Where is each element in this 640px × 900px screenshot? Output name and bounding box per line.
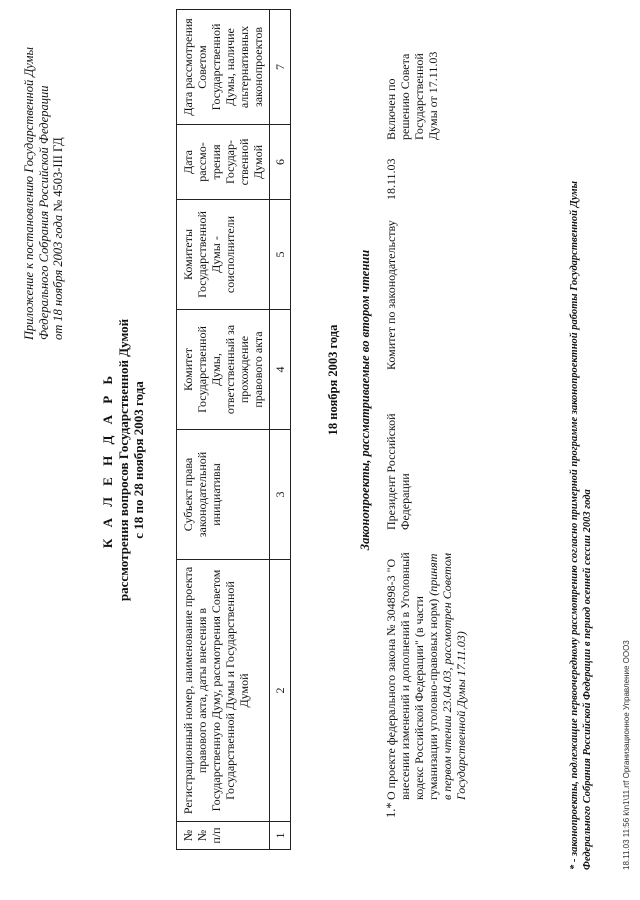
header-cell-bill: Регистрационный номер, наименование проекта правового акта, даты внесения в Государственную Думу, рассмотрения Советом Государственной Думы и Государственной Думой bbox=[177, 560, 270, 822]
column-number: 7 bbox=[270, 10, 291, 125]
footnote-line-2: Федерального Собрания Российской Федерации в период осенней сессии 2003 года bbox=[582, 489, 593, 870]
title-word: К А Л Е Н Д А Р Ь bbox=[100, 371, 115, 549]
column-number: 6 bbox=[270, 125, 291, 200]
annex-note bbox=[22, 20, 66, 340]
column-number: 5 bbox=[270, 200, 291, 310]
committee-cell: Комитет по законодательству bbox=[384, 220, 398, 370]
annex-line-2: Федерального Собрания Российской Федерации bbox=[36, 85, 51, 340]
footnote-line-1: * - законопроекты, подлежащие первоочередному рассмотрению согласно примерной программе законопроектной работы Государственной Думы bbox=[569, 181, 580, 870]
header-cell-number: №№ п/п bbox=[177, 822, 270, 850]
header-cell-initiator: Субъект права законодательной инициативы bbox=[177, 430, 270, 560]
document-title bbox=[100, 280, 147, 640]
duma-date-cell: 18.11.03 bbox=[384, 158, 398, 200]
calendar-table bbox=[176, 9, 291, 850]
annex-date: от 18 ноября 2003 года bbox=[51, 214, 65, 340]
title-line-3: с 18 по 28 ноября 2003 года bbox=[131, 381, 146, 539]
bill-description bbox=[384, 550, 468, 800]
annex-line-1: Приложение к постановлению Государственной Думы bbox=[22, 47, 36, 340]
section-heading: Законопроекты, рассматриваемые во втором чтении bbox=[358, 249, 372, 551]
annex-line-3 bbox=[51, 20, 66, 340]
footnote bbox=[568, 20, 594, 870]
title-line-2: рассмотрения вопросов Государственной Думой bbox=[115, 318, 131, 602]
initiator-cell: Президент Российской Федерации bbox=[384, 413, 412, 530]
bill-title: О проекте федерального закона № 304898-3 "О внесении изменений и дополнений в Уголовный кодекс Российской Федерации" (в части гуманизации уголовно-правовых норм) bbox=[384, 552, 440, 800]
resolution-number: № 4503-III ГД bbox=[51, 137, 65, 212]
column-number: 1 bbox=[270, 822, 291, 850]
date-heading: 18 ноября 2003 года bbox=[326, 324, 340, 436]
header-cell-duma-date: Дата рассмо-трения Государ-ственной Думой bbox=[177, 125, 270, 200]
table-header-row bbox=[177, 10, 270, 850]
header-cell-co-committees: Комитеты Государственной Думы - соисполнители bbox=[177, 200, 270, 310]
column-number: 4 bbox=[270, 310, 291, 430]
table-number-row bbox=[270, 10, 291, 850]
header-cell-committee: Комитет Государственной Думы, ответственный за прохождение правового акта bbox=[177, 310, 270, 430]
column-number: 2 bbox=[270, 560, 291, 822]
council-decision-cell: Включен по решению Совета Государственной Думы от 17.11.03 bbox=[384, 51, 440, 140]
bill-status-note: (принят в первом чтении 23.04.03, рассмотрен Советом Государственной Думы 17.11.03) bbox=[426, 552, 468, 800]
system-print-line: 18.11.03 11:56 k\n1\11.rtf Организационное Управление ООО3 bbox=[622, 640, 631, 870]
row-number: 1.* bbox=[384, 802, 398, 818]
column-number: 3 bbox=[270, 430, 291, 560]
header-cell-council-date: Дата рассмотрения Советом Государственной Думы, наличие альтернативных законопроектов bbox=[177, 10, 270, 125]
